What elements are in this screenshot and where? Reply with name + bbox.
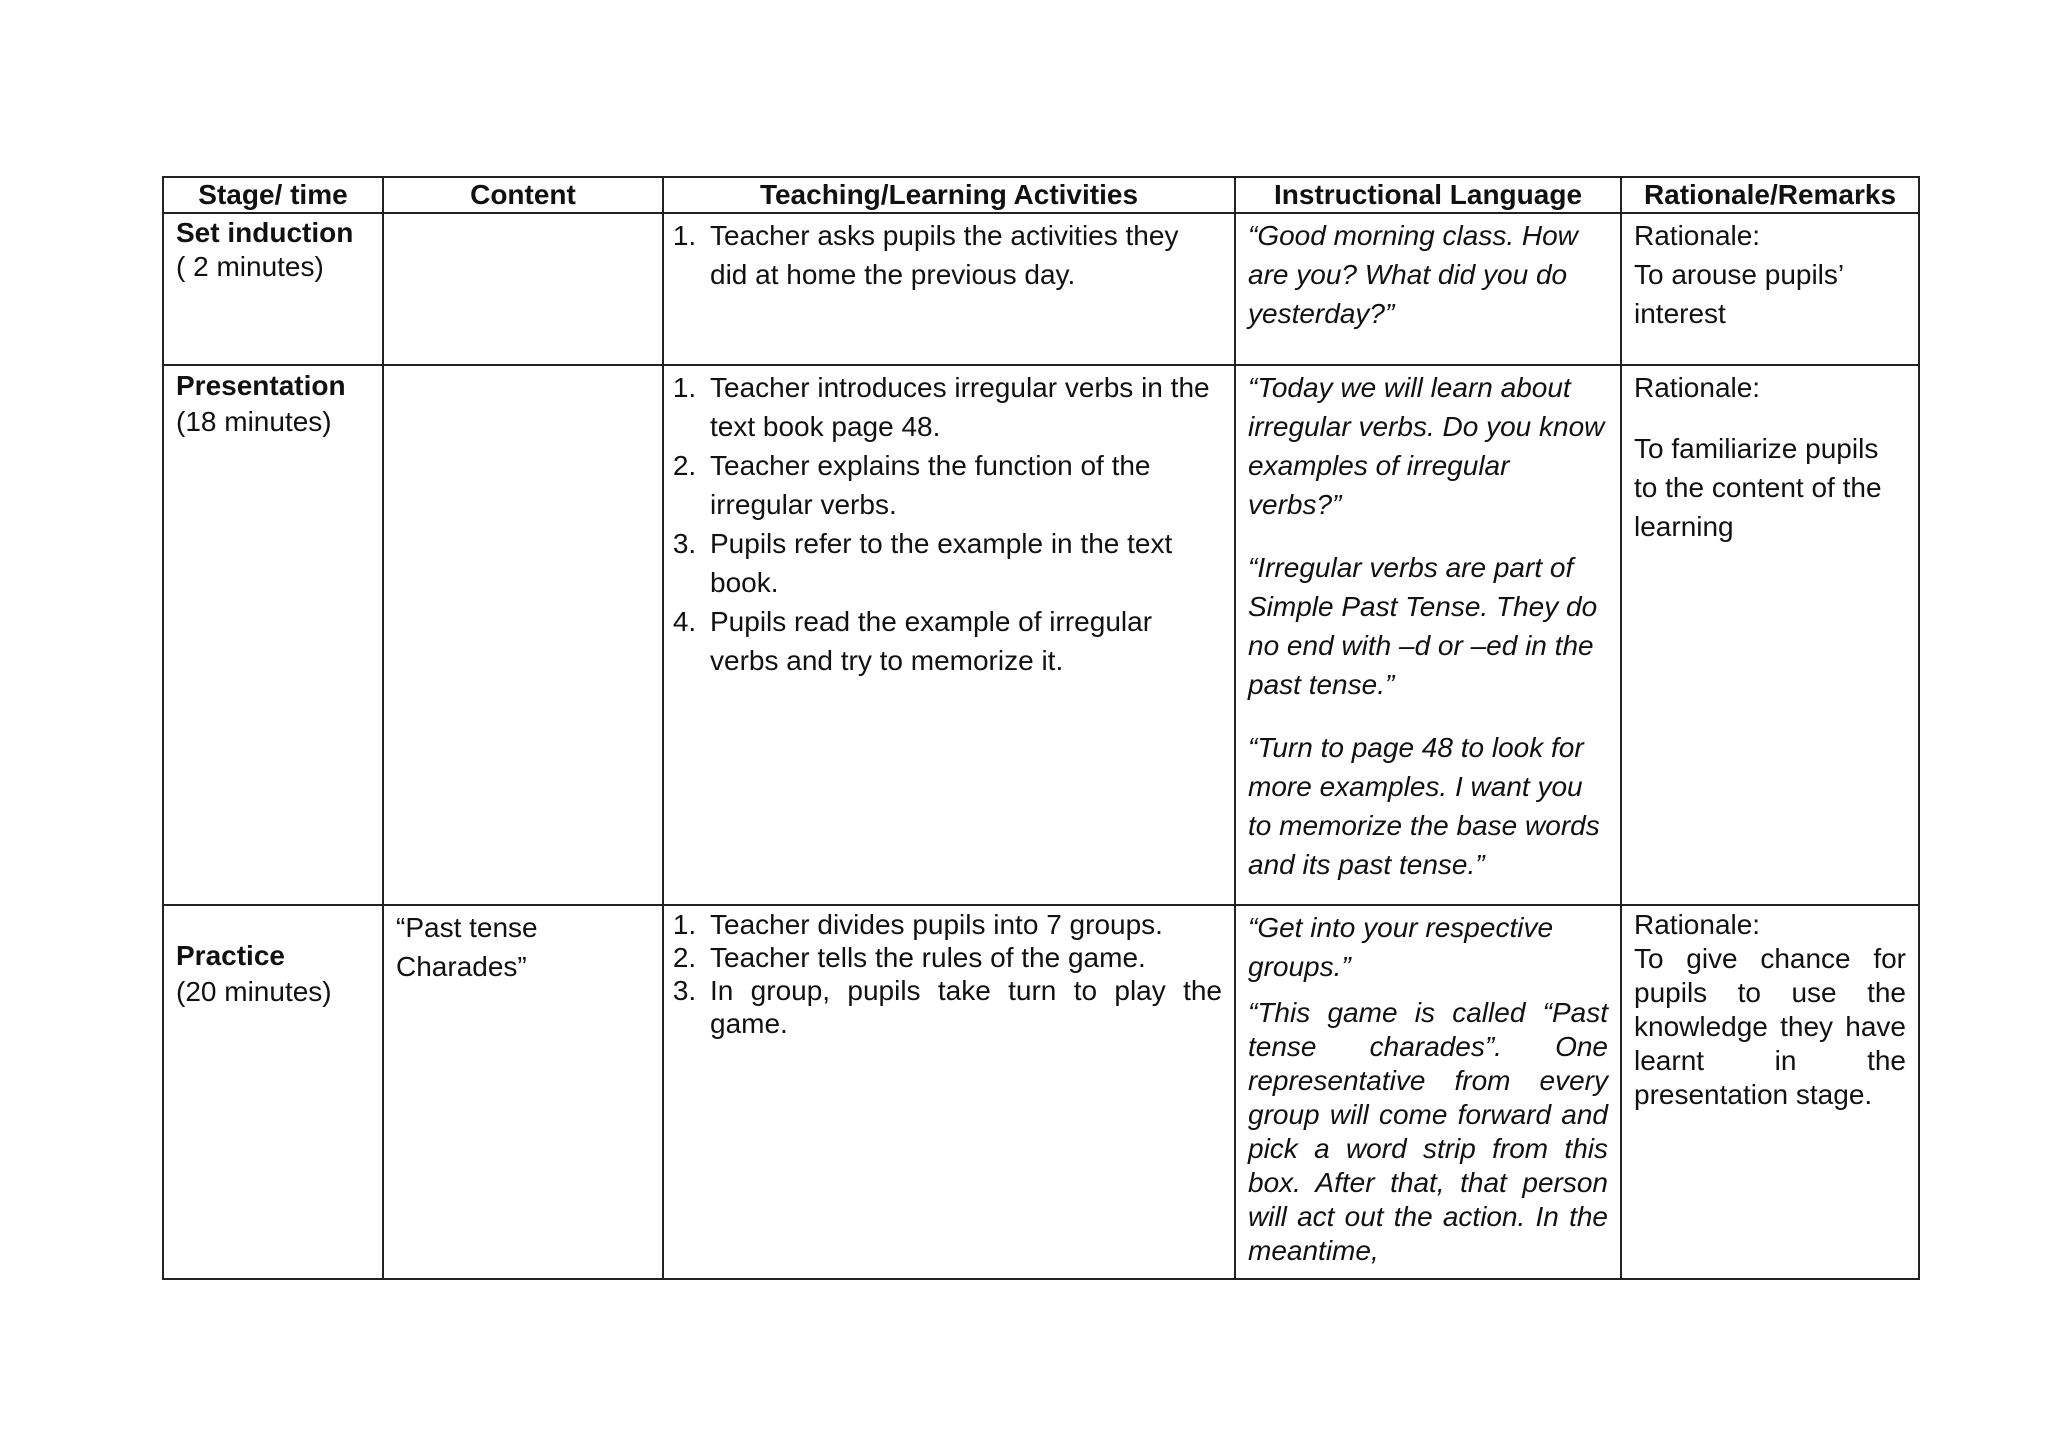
list-item: 1. Teacher asks pupils the activities they did at home the previous day.: [704, 216, 1222, 294]
stage-name: Set induction: [176, 217, 354, 248]
list-item: 3. Pupils refer to the example in the text book.: [704, 524, 1222, 602]
instructional-text: “Today we will learn about irregular verbs. Do you know examples of irregular verbs?”: [1248, 372, 1605, 520]
activities-list: [664, 216, 1222, 294]
stage-name: Presentation: [176, 370, 346, 401]
language-cell: [1235, 905, 1621, 1279]
list-item: 2. Teacher tells the rules of the game.: [704, 941, 1222, 974]
activities-list: [664, 908, 1222, 1040]
rationale-cell: [1621, 213, 1919, 365]
rationale-label: Rationale:: [1634, 372, 1761, 403]
stage-time: (18 minutes): [176, 406, 332, 437]
rationale-cell: [1621, 905, 1919, 1279]
content-text: [384, 366, 662, 368]
content-cell: [383, 213, 663, 365]
rationale-cell: [1621, 365, 1919, 905]
header-stage-time: Stage/ time: [163, 177, 383, 213]
activities-cell: [663, 905, 1235, 1279]
activities-cell: [663, 213, 1235, 365]
activities-cell: [663, 365, 1235, 905]
table-row: [163, 213, 1919, 365]
stage-cell: [163, 213, 383, 365]
content-cell: [383, 365, 663, 905]
header-content: Content: [383, 177, 663, 213]
rationale-text: To give chance for pupils to use the knowledge they have learnt in the presentation stage.: [1634, 943, 1906, 1110]
list-item: 1. Teacher divides pupils into 7 groups.: [704, 908, 1222, 941]
instructional-text: “Get into your respective groups.”: [1248, 912, 1554, 982]
header-instructional-language: Instructional Language: [1235, 177, 1621, 213]
content-text: “Past tense Charades”: [396, 912, 538, 982]
header-row: [163, 177, 1919, 213]
list-item: 1. Teacher introduces irregular verbs in the text book page 48.: [704, 368, 1222, 446]
rationale-text: To arouse pupils’ interest: [1634, 259, 1844, 329]
content-cell: [383, 905, 663, 1279]
header-activities: Teaching/Learning Activities: [663, 177, 1235, 213]
instructional-text: “This game is called “Past tense charades”. One representative from every group will come forward and pick a word strip from this box. After that, that person will act out the action. In the meantime,: [1248, 997, 1608, 1266]
stage-time: ( 2 minutes): [176, 251, 324, 282]
rationale-text: To familiarize pupils to the content of the learning: [1634, 433, 1882, 542]
list-item: 3. In group, pupils take turn to play the game.: [704, 974, 1222, 1040]
list-item: 4. Pupils read the example of irregular verbs and try to memorize it.: [704, 602, 1222, 680]
stage-cell: [163, 905, 383, 1279]
stage-cell: [163, 365, 383, 905]
rationale-label: Rationale:: [1634, 220, 1761, 251]
language-cell: [1235, 365, 1621, 905]
instructional-text: “Irregular verbs are part of Simple Past Tense. They do no end with –d or –ed in the past tense.”: [1248, 552, 1598, 700]
instructional-text: “Good morning class. How are you? What did you do yesterday?”: [1248, 220, 1578, 329]
content-text: [384, 214, 662, 216]
lesson-plan-table: [162, 176, 1920, 1280]
rationale-label: Rationale:: [1634, 909, 1761, 940]
activities-list: [664, 368, 1222, 680]
header-rationale: Rationale/Remarks: [1621, 177, 1919, 213]
table-row: [163, 365, 1919, 905]
instructional-text: “Turn to page 48 to look for more examples. I want you to memorize the base words and its past tense.”: [1248, 732, 1600, 880]
list-item: 2. Teacher explains the function of the irregular verbs.: [704, 446, 1222, 524]
stage-name: Practice: [176, 940, 285, 971]
table-row: [163, 905, 1919, 1279]
language-cell: [1235, 213, 1621, 365]
stage-time: (20 minutes): [176, 976, 332, 1007]
